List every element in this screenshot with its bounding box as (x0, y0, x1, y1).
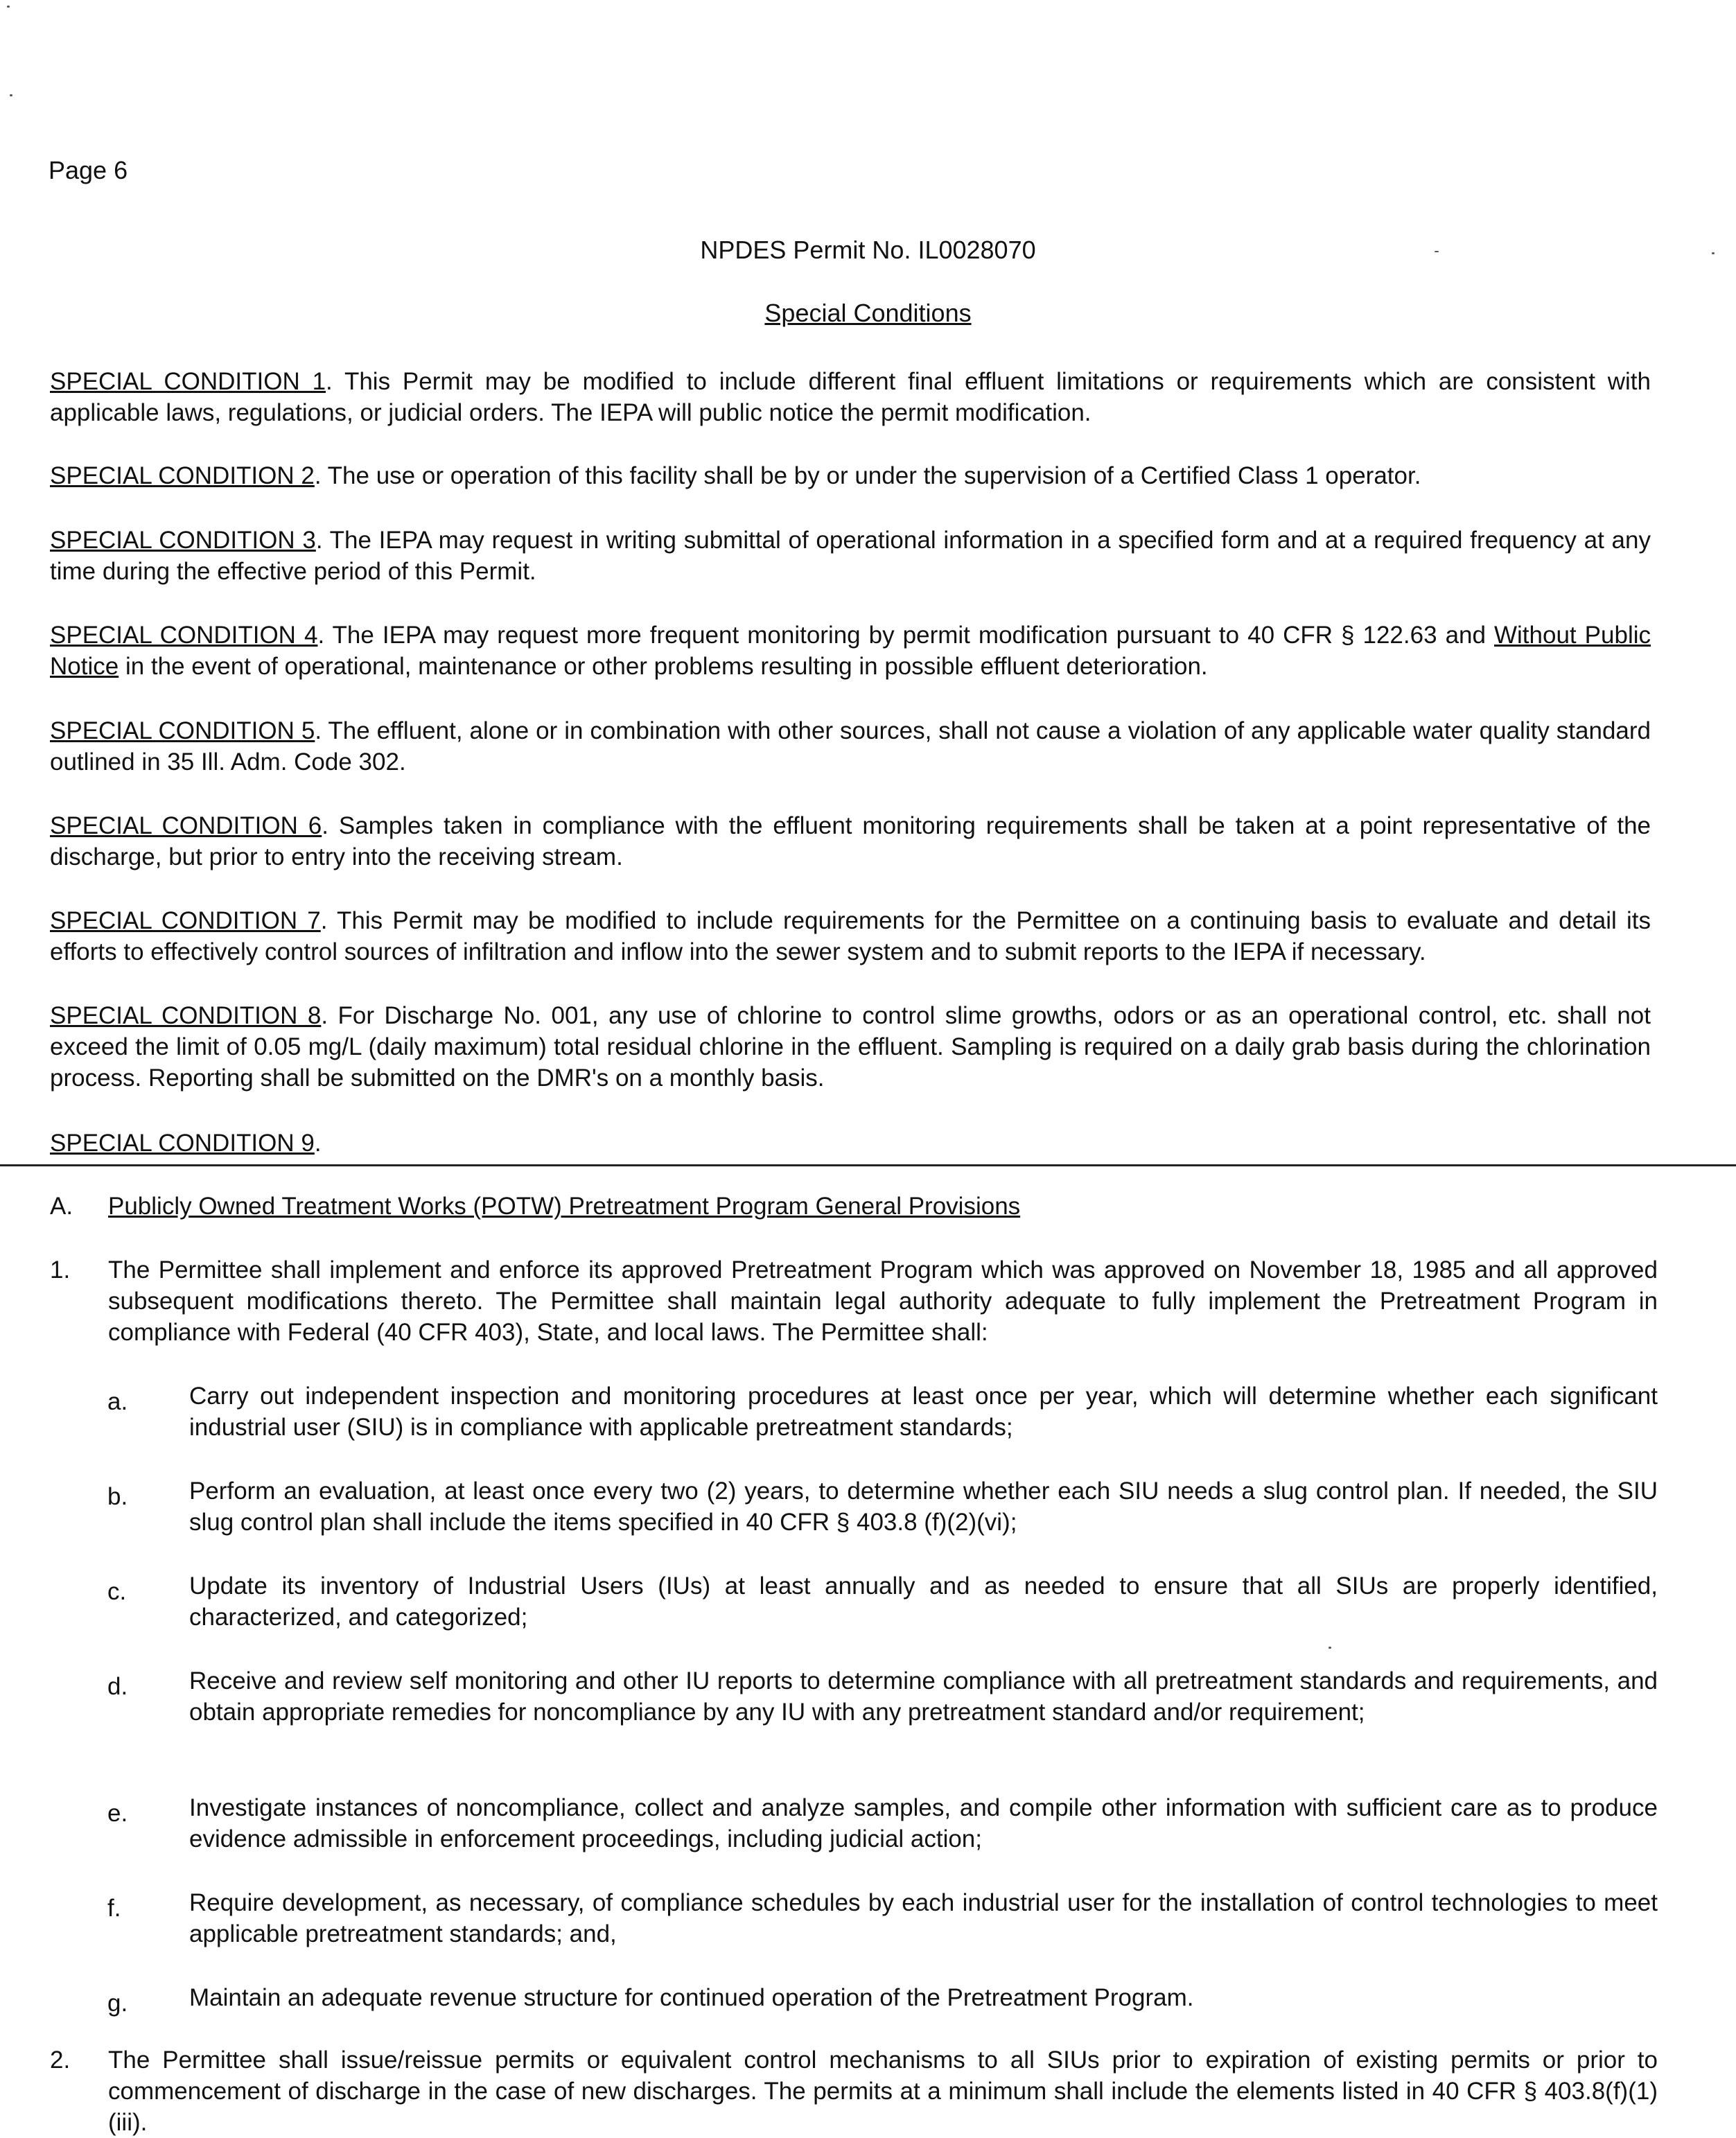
condition-text: . The use or operation of this facility shall be by or under the supervision of a Certified Class 1 operator. (314, 462, 1421, 489)
horizontal-divider (0, 1164, 1736, 1166)
sub-item-text: Receive and review self monitoring and other IU reports to determine compliance with all pretreatment standards and requirements, and obtain appropriate remedies for noncompliance by any IU with any pretreatment standard and/or requirement; (189, 1667, 1658, 1726)
condition-text: . The IEPA may request in writing submittal of operational information in a specified form and at a required frequency at any time during the effective period of this Permit. (50, 527, 1651, 585)
condition-text: . Samples taken in compliance with the effluent monitoring requirements shall be taken at a point representative of the discharge, but prior to entry into the receiving stream. (50, 812, 1651, 870)
sub-item-letter: b. (107, 1483, 128, 1510)
sub-item-e (107, 1792, 1658, 1855)
permit-number: NPDES Permit No. IL0028070 (700, 236, 1036, 264)
special-condition-7 (50, 905, 1651, 967)
sub-item-b (107, 1475, 1658, 1538)
sub-item-c (107, 1570, 1658, 1633)
condition-text: . The IEPA may request more frequent monitoring by permit modification pursuant to 40 CFR § 122.63 and (317, 622, 1494, 649)
condition-text: . This Permit may be modified to include different final effluent limitations or requirements which are consistent with applicable laws, regulations, or judicial orders. The IEPA will public notice the permit modification. (50, 368, 1651, 426)
sub-item-letter: a. (107, 1388, 128, 1415)
numbered-item-1 (50, 1254, 1658, 1348)
item-text: The Permittee shall implement and enforce its approved Pretreatment Program which was approved on November 18, 1985 and all approved subsequent modifications thereto. The Permittee shall maintain legal authority adequate to fully implement the Pretreatment Program in compliance with Federal (40 CFR 403), State, and local laws. The Permittee shall: (108, 1256, 1658, 1346)
condition-label: SPECIAL CONDITION 6 (50, 812, 322, 839)
sub-item-text: Require development, as necessary, of compliance schedules by each industrial user for the installation of control technologies to meet applicable pretreatment standards; and, (189, 1889, 1658, 1947)
sub-item-letter: e. (107, 1800, 128, 1827)
condition-label: SPECIAL CONDITION 9 (50, 1130, 315, 1157)
condition-label: SPECIAL CONDITION 3 (50, 527, 316, 554)
special-condition-2 (50, 460, 1651, 491)
without-public-notice-text: Without Public Notice (50, 622, 1651, 680)
special-condition-1 (50, 366, 1651, 428)
numbered-item-2 (50, 2044, 1658, 2138)
sub-item-a (107, 1381, 1658, 1443)
section-title: Special Conditions (764, 299, 972, 327)
item-text: The Permittee shall issue/reissue permits or equivalent control mechanisms to all SIUs prior to expiration of existing permits or prior to commencement of discharge in the case of new discharges. The permits at a minimum shall include the elements listed in 40 CFR § 403.8(f)(1)(iii). (108, 2047, 1658, 2136)
condition-label: SPECIAL CONDITION 8 (50, 1002, 322, 1029)
sub-item-text: Carry out independent inspection and monitoring procedures at least once per year, which will determine whether each significant industrial user (SIU) is in compliance with applicable pretreatment standards; (189, 1383, 1658, 1441)
condition-label: SPECIAL CONDITION 5 (50, 717, 315, 744)
special-condition-6 (50, 810, 1651, 873)
condition-text: in the event of operational, maintenance or other problems resulting in possible effluent deterioration. (119, 653, 1208, 680)
section-a-title: Publicly Owned Treatment Works (POTW) Pretreatment Program General Provisions (108, 1193, 1021, 1220)
sub-item-g (107, 1982, 1658, 2017)
condition-text: . (314, 1130, 322, 1157)
section-a-letter: A. (50, 1193, 73, 1220)
special-condition-9 (50, 1128, 1651, 1159)
sub-item-letter: c. (107, 1578, 127, 1605)
condition-text: . The effluent, alone or in combination with other sources, shall not cause a violation of any applicable water quality standard outlined in 35 Ill. Adm. Code 302. (50, 717, 1651, 776)
page-number: Page 6 (49, 156, 128, 184)
scan-speck (7, 6, 10, 8)
condition-text: . This Permit may be modified to include requirements for the Permittee on a continuing basis to evaluate and detail its efforts to effectively control sources of infiltration and inflow into the sewer system and to submit reports to the IEPA if necessary. (50, 907, 1651, 965)
item-number: 1. (50, 1256, 71, 1283)
special-condition-3 (50, 525, 1651, 587)
sub-item-text: Investigate instances of noncompliance, collect and analyze samples, and compile other information with sufficient care as to produce evidence admissible in enforcement proceedings, including judicial action; (189, 1794, 1658, 1852)
sub-item-d (107, 1665, 1658, 1728)
scan-speck (10, 94, 12, 96)
item-number: 2. (50, 2047, 71, 2074)
sub-item-text: Perform an evaluation, at least once every two (2) years, to determine whether each SIU needs a slug control plan. If needed, the SIU slug control plan shall include the items specified in 40 CFR § 403.8 (f)(2)(vi); (189, 1478, 1658, 1536)
sub-item-text: Update its inventory of Industrial Users (IUs) at least annually and as needed to ensure that all SIUs are properly identified, characterized, and categorized; (189, 1572, 1658, 1631)
condition-label: SPECIAL CONDITION 4 (50, 622, 318, 649)
condition-label: SPECIAL CONDITION 1 (50, 368, 326, 395)
special-condition-5 (50, 715, 1651, 778)
scan-speck (1329, 1647, 1331, 1649)
condition-label: SPECIAL CONDITION 7 (50, 907, 321, 934)
special-condition-8 (50, 1000, 1651, 1094)
sub-item-text: Maintain an adequate revenue structure for continued operation of the Pretreatment Program. (189, 1984, 1194, 2011)
sub-item-letter: f. (107, 1895, 121, 1922)
sub-item-f (107, 1887, 1658, 1949)
sub-item-letter: d. (107, 1673, 128, 1700)
special-condition-4 (50, 620, 1651, 682)
sub-item-letter: g. (107, 1990, 128, 2017)
condition-text: . For Discharge No. 001, any use of chlorine to control slime growths, odors or as an operational control, etc. shall not exceed the limit of 0.05 mg/L (daily maximum) total residual chlorine in the effluent. Sampling is required on a daily grab basis during the chlorination process. Reporting shall be submitted on the DMR's on a monthly basis. (50, 1002, 1651, 1092)
condition-label: SPECIAL CONDITION 2 (50, 462, 315, 489)
